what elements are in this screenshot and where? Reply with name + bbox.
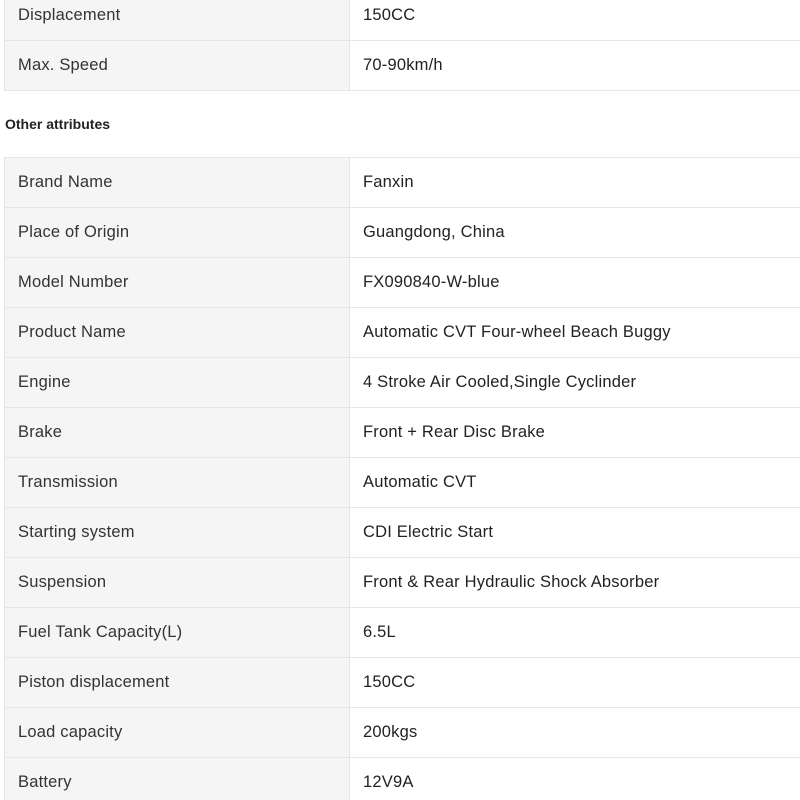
attribute-value: 12V9A <box>350 758 800 800</box>
section-heading-other-attributes: Other attributes <box>5 116 111 132</box>
attribute-value: 6.5L <box>350 608 800 658</box>
attribute-value: FX090840-W-blue <box>350 258 800 308</box>
key-attributes-section <box>0 0 800 91</box>
table-row <box>5 358 800 408</box>
attribute-label: Fuel Tank Capacity(L) <box>5 608 350 658</box>
attribute-value: 200kgs <box>350 708 800 758</box>
table-row <box>5 0 800 41</box>
table-row <box>5 658 800 708</box>
other-attributes-section <box>0 157 800 800</box>
table-row <box>5 758 800 800</box>
attribute-value: 150CC <box>350 0 800 41</box>
table-row <box>5 508 800 558</box>
other-attributes-table <box>4 157 800 800</box>
attribute-label: Engine <box>5 358 350 408</box>
attribute-label: Battery <box>5 758 350 800</box>
attribute-label: Suspension <box>5 558 350 608</box>
attribute-label: Piston displacement <box>5 658 350 708</box>
table-row <box>5 608 800 658</box>
table-row <box>5 458 800 508</box>
table-row <box>5 258 800 308</box>
attribute-label: Displacement <box>5 0 350 41</box>
table-row <box>5 158 800 208</box>
table-row <box>5 308 800 358</box>
table-row <box>5 208 800 258</box>
attribute-label: Max. Speed <box>5 41 350 91</box>
attribute-value: 70-90km/h <box>350 41 800 91</box>
attribute-value: 150CC <box>350 658 800 708</box>
attribute-label: Product Name <box>5 308 350 358</box>
attribute-value: Guangdong, China <box>350 208 800 258</box>
attribute-value: 4 Stroke Air Cooled,Single Cyclinder <box>350 358 800 408</box>
attribute-value: Front + Rear Disc Brake <box>350 408 800 458</box>
attribute-label: Transmission <box>5 458 350 508</box>
attribute-label: Brake <box>5 408 350 458</box>
table-row <box>5 558 800 608</box>
attribute-label: Brand Name <box>5 158 350 208</box>
attribute-label: Place of Origin <box>5 208 350 258</box>
attribute-value: CDI Electric Start <box>350 508 800 558</box>
attribute-value: Front & Rear Hydraulic Shock Absorber <box>350 558 800 608</box>
key-attributes-table <box>4 0 800 91</box>
attribute-value: Fanxin <box>350 158 800 208</box>
attribute-label: Starting system <box>5 508 350 558</box>
table-row <box>5 708 800 758</box>
table-row <box>5 41 800 91</box>
attribute-label: Model Number <box>5 258 350 308</box>
table-row <box>5 408 800 458</box>
attribute-value: Automatic CVT <box>350 458 800 508</box>
attribute-value: Automatic CVT Four-wheel Beach Buggy <box>350 308 800 358</box>
attribute-label: Load capacity <box>5 708 350 758</box>
